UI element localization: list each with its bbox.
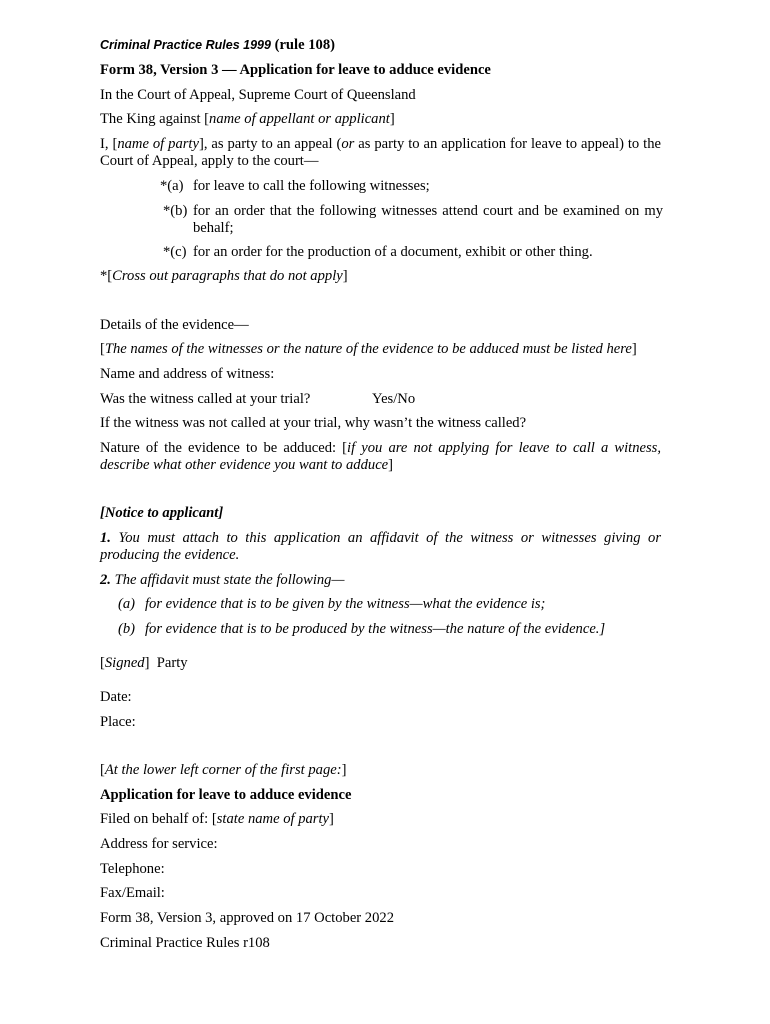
filed-placeholder: state name of party bbox=[216, 811, 330, 827]
app-text-5: as party to an application for leave to appeal) to the Court of Appeal, apply to the court— bbox=[100, 136, 661, 169]
app-or: or bbox=[341, 136, 355, 152]
cross-out-note bbox=[100, 268, 348, 285]
cross-out-prefix: *[ bbox=[100, 268, 113, 284]
parties-suffix: ] bbox=[389, 111, 395, 127]
rules-name: Criminal Practice Rules 1999 bbox=[100, 38, 271, 52]
notice-sub-a bbox=[118, 596, 545, 613]
witness-name-address-label: Name and address of witness: bbox=[100, 366, 275, 382]
option-b bbox=[163, 203, 663, 237]
app-text-1: I, [ bbox=[100, 136, 118, 152]
filed-suffix: ] bbox=[329, 811, 334, 827]
option-c-label: *(c) bbox=[163, 244, 187, 260]
place-label: Place: bbox=[100, 714, 136, 730]
signature-open: [ bbox=[100, 655, 105, 671]
option-b-label: *(b) bbox=[163, 203, 188, 219]
notice-2-number: 2. bbox=[100, 572, 111, 588]
witness-called-answer: Yes/No bbox=[372, 391, 416, 407]
fax-email-label: Fax/Email: bbox=[100, 885, 165, 901]
notice-sub-b-text: for evidence that is to be produced by the witness—the nature of the evidence.] bbox=[145, 621, 606, 637]
cross-out-suffix: ] bbox=[342, 268, 348, 284]
option-a-label: *(a) bbox=[160, 178, 184, 194]
signature-signed: Signed bbox=[104, 655, 145, 671]
corner-open: [ bbox=[100, 762, 105, 778]
parties-line bbox=[100, 111, 395, 128]
nature-close: ] bbox=[388, 457, 394, 473]
app-party-placeholder: name of party bbox=[117, 136, 199, 152]
evidence-instruction bbox=[100, 341, 637, 358]
notice-sub-b bbox=[118, 621, 605, 638]
rules-footer-ref: Criminal Practice Rules r108 bbox=[100, 935, 270, 951]
corner-note-text: At the lower left corner of the first page: bbox=[104, 762, 342, 778]
cross-out-text: Cross out paragraphs that do not apply bbox=[112, 268, 343, 284]
nature-hint: if you are not applying for leave to call a witness, describe what other evidence you want to adduce bbox=[100, 440, 661, 473]
evidence-instruction-close: ] bbox=[631, 341, 637, 357]
nature-of-evidence bbox=[100, 440, 661, 474]
witness-called-question: Was the witness called at your trial? bbox=[100, 391, 311, 407]
option-c-text: for an order for the production of a document, exhibit or other thing. bbox=[193, 244, 593, 260]
corner-close: ] bbox=[341, 762, 347, 778]
backsheet-title: Application for leave to adduce evidence bbox=[100, 787, 352, 803]
form-approval: Form 38, Version 3, approved on 17 October 2022 bbox=[100, 910, 394, 926]
parties-prefix: The King against [ bbox=[100, 111, 210, 127]
signature-party: Party bbox=[156, 655, 188, 671]
date-label: Date: bbox=[100, 689, 132, 705]
signature-line bbox=[100, 655, 188, 672]
notice-sub-a-label: (a) bbox=[118, 596, 136, 612]
evidence-instruction-open: [ bbox=[100, 341, 105, 357]
court-line: In the Court of Appeal, Supreme Court of Queensland bbox=[100, 87, 416, 103]
rule-number: (rule 108) bbox=[274, 37, 335, 53]
option-a bbox=[160, 178, 430, 195]
signature-close: ] bbox=[144, 655, 150, 671]
notice-heading: [Notice to applicant] bbox=[100, 505, 224, 521]
application-paragraph bbox=[100, 136, 661, 170]
evidence-heading: Details of the evidence— bbox=[100, 317, 249, 333]
address-for-service: Address for service: bbox=[100, 836, 218, 852]
filed-prefix: Filed on behalf of: [ bbox=[100, 811, 217, 827]
form-title: Form 38, Version 3 — Application for leave to adduce evidence bbox=[100, 62, 491, 78]
notice-1-number: 1. bbox=[100, 530, 111, 546]
evidence-instruction-text: The names of the witnesses or the nature of the evidence to be adduced must be listed here bbox=[104, 341, 632, 357]
nature-label: Nature of the evidence to be adduced: [ bbox=[100, 440, 348, 456]
corner-note bbox=[100, 762, 346, 779]
parties-placeholder: name of appellant or applicant bbox=[209, 111, 390, 127]
notice-1-text: You must attach to this application an affidavit of the witness or witnesses giving or producing the evidence. bbox=[100, 530, 661, 563]
app-text-3: ], as party to an appeal ( bbox=[198, 136, 342, 152]
option-c bbox=[163, 244, 593, 261]
witness-not-called-question: If the witness was not called at your trial, why wasn’t the witness called? bbox=[100, 415, 527, 431]
option-b-text: for an order that the following witnesses attend court and be examined on my behalf; bbox=[193, 203, 663, 236]
notice-sub-b-label: (b) bbox=[118, 621, 136, 637]
notice-item-2 bbox=[100, 572, 344, 589]
rules-reference-line bbox=[100, 37, 335, 54]
notice-sub-a-text: for evidence that is to be given by the witness—what the evidence is; bbox=[145, 596, 546, 612]
telephone-label: Telephone: bbox=[100, 861, 165, 877]
filed-on-behalf bbox=[100, 811, 334, 828]
notice-2-text: The affidavit must state the following— bbox=[110, 572, 345, 588]
option-a-text: for leave to call the following witnesses; bbox=[193, 178, 430, 194]
notice-item-1 bbox=[100, 530, 661, 564]
